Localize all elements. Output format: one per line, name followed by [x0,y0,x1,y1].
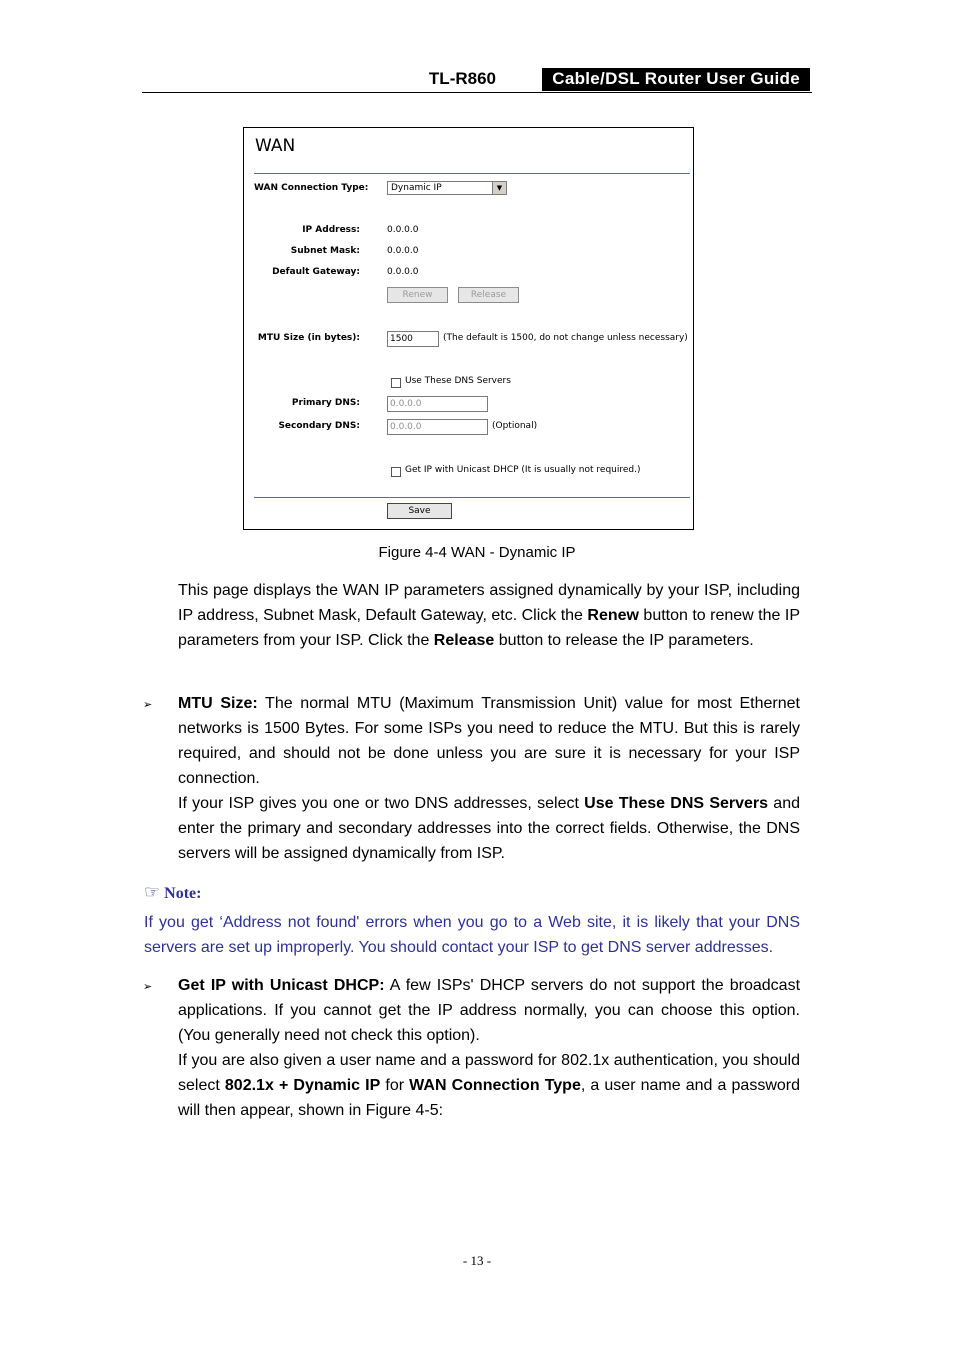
ip-value: 0.0.0.0 [387,225,419,235]
unicast-dhcp-checkbox[interactable] [391,467,401,477]
mask-value: 0.0.0.0 [387,246,419,256]
release-term: Release [433,632,495,649]
wan-screenshot [243,127,694,530]
mtu-term: MTU Size: [178,695,258,712]
mtu-input[interactable]: 1500 [387,331,439,347]
dns-text-1: If your ISP gives you one or two DNS addresses, select [178,795,585,812]
note-text: If you get ‘Address not found' errors when you go to a Web site, it is likely that your DNS servers are set up improperly. You should contact your ISP to get DNS server addresses. [144,914,800,956]
intro-paragraph [178,578,800,653]
unicast-term: Get IP with Unicast DHCP: [178,977,385,994]
mtu-label: MTU Size (in bytes): [257,333,360,343]
secondary-dns-label: Secondary DNS: [278,421,360,431]
dns-text-2: and enter the primary and secondary addresses into the correct fields. Otherwise, the DNS servers will be assigned dynamically from ISP. [178,795,800,862]
primary-dns-label: Primary DNS: [291,398,360,408]
gateway-value: 0.0.0.0 [387,267,419,277]
gateway-label: Default Gateway: [272,267,360,277]
note-title: Note: [164,885,202,902]
intro-text-1: This page displays the WAN IP parameters assigned dynamically by your ISP, including IP address, Subnet Mask, Default Gateway, etc. Click the [178,582,800,624]
mtu-bullet-icon: ➢ [143,699,153,711]
unicast-bullet-icon: ➢ [143,981,153,993]
figure-caption: Figure 4-4 WAN - Dynamic IP [378,544,576,561]
save-button[interactable]: Save [387,503,452,519]
dns-paragraph [178,791,800,866]
conn-type-select[interactable] [387,181,507,195]
divider-bottom [254,497,690,498]
mtu-note: (The default is 1500, do not change unless necessary) [443,333,688,343]
wan-title: WAN [255,136,296,156]
release-button[interactable]: Release [458,287,519,303]
dot1x-text-3: , a user name and a password will then appear, shown in Figure 4-5: [178,1077,801,1119]
mtu-paragraph [178,691,800,791]
ip-label: IP Address: [302,225,360,235]
conn-type-value: Dynamic IP [391,183,442,193]
note-heading [144,882,201,903]
header-guide-title: Cable/DSL Router User Guide [542,68,810,91]
dot1x-term: 802.1x + Dynamic IP [224,1077,381,1094]
optional-note: (Optional) [492,421,538,431]
use-dns-checkbox[interactable] [391,378,401,388]
divider-top [254,173,690,174]
primary-dns-input[interactable]: 0.0.0.0 [387,396,488,412]
unicast-text: A few ISPs' DHCP servers do not support the broadcast applications. If you cannot get the IP address normally, you can choose this option. (You generally need not check this option). [178,977,801,1044]
dot1x-text-2: for [380,1077,410,1094]
dot1x-paragraph [178,1048,800,1123]
mask-label: Subnet Mask: [290,246,360,256]
unicast-paragraph [178,973,800,1048]
page-header [142,66,812,93]
secondary-dns-input[interactable]: 0.0.0.0 [387,419,488,435]
pointing-hand-icon: ☞ [144,882,161,902]
renew-term: Renew [587,607,639,624]
use-dns-label: Use These DNS Servers [405,376,511,386]
conn-type-label: WAN Connection Type: [254,183,369,193]
unicast-dhcp-label: Get IP with Unicast DHCP (It is usually not required.) [405,465,641,475]
dns-term: Use These DNS Servers [584,795,769,812]
mtu-text: The normal MTU (Maximum Transmission Unit) value for most Ethernet networks is 1500 Bytes. For some ISPs you need to reduce the MTU. But this is rarely required, and should not be done unless you are sure it is necessary for your ISP connection. [178,695,800,787]
intro-text-2: button to renew the IP parameters from your ISP. Click the [178,607,800,649]
renew-button[interactable]: Renew [387,287,448,303]
page-number: - 13 - [462,1253,492,1268]
chevron-down-icon[interactable]: ▼ [492,182,506,194]
intro-text-3: button to release the IP parameters. [494,632,754,649]
wan-conn-type-term: WAN Connection Type [409,1077,581,1094]
dot1x-text-1: If you are also given a user name and a password for 802.1x authentication, you should select [178,1052,800,1094]
header-model: TL-R860 [428,69,496,88]
